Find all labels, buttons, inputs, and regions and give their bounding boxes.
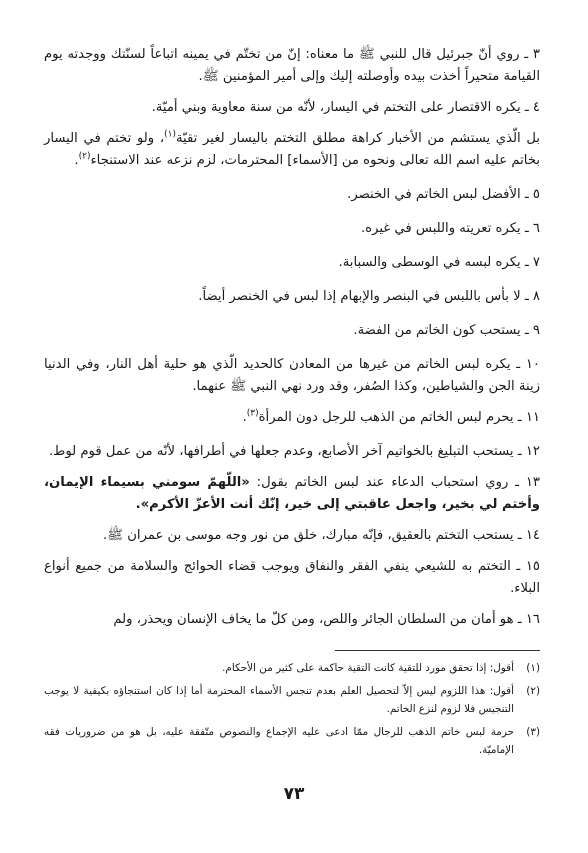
footnote-1 xyxy=(44,659,540,677)
page-number: ٧٣ xyxy=(283,784,305,804)
paragraph-3 xyxy=(44,44,540,88)
paragraph-5 xyxy=(44,184,540,206)
paragraph-13-text: ١٣ ـ روي استحباب الدعاء عند لبس الخاتم بقول: xyxy=(256,475,540,490)
paragraph-left-hand: بل الّذي يستشم من الأخبار كراهة مطلق التختم باليسار لغير تقيّة$^{(١)}$، ولو تختم في اليسار بخاتم عليه اسم الله تعالى ونحوه من [الأسماء] المحترمات، لزم نزعه عند الاستنجاء$^{(٢)}$. xyxy=(44,129,540,168)
paragraph-11-text: ١١ ـ يحرم لبس الخاتم من الذهب للرجل دون المرأة xyxy=(258,410,540,425)
footnote-marker-3: (٣) xyxy=(246,408,259,419)
paragraph-16 xyxy=(44,609,540,631)
paragraph-14-text: ١٤ ـ يستحب التختم بالعقيق، فإنّه مبارك، خلق من نور وجه موسى بن عمران ﷺ. xyxy=(102,528,540,543)
paragraph-12 xyxy=(44,441,540,463)
footnote-number: (١) xyxy=(526,662,540,674)
paragraph-3-text: ٣ ـ روي أنّ جبرئيل قال للنبي ﷺ ما معناه: إنّ من تختّم في يمينه اتباعاً لسنّتك ووجدته يوم القيامة متحيراً أخذت بيده وأوصلته إليك وإلى أمير المؤمنين ﷺ. xyxy=(44,47,540,84)
paragraph-11: ١١ ـ يحرم لبس الخاتم من الذهب للرجل دون المرأة$^{(٣)}$. xyxy=(242,408,540,425)
paragraph-16-text: ١٦ ـ هو أمان من السلطان الجائر واللص، ومن كلّ ما يخاف الإنسان ويحذر، ولم xyxy=(113,612,540,627)
footnote-marker-2: (٢) xyxy=(78,151,91,162)
paragraph-12-text: ١٢ ـ يستحب التبليغ بالخواتيم آخر الأصابع، وعدم جعلها في أطرافها، لأنّه من عمل قوم لوط. xyxy=(48,444,540,459)
paragraph-15 xyxy=(44,556,540,600)
paragraph-6-text: ٦ ـ يكره تعريته واللبس في غيره. xyxy=(360,221,540,236)
footnote-number: (٢) xyxy=(526,685,540,697)
footnote-2 xyxy=(44,682,540,718)
footnote-text: حرمة لبس خاتم الذهب للرجال ممّا ادعى عليه الإجماع والنصوص متّفقة عليه، بل هو من ضروريات فقه الإماميّة. xyxy=(44,726,514,756)
paragraph-10 xyxy=(44,354,540,398)
footnote-divider xyxy=(335,650,540,651)
footnote-text: أقول: إذا تحقق مورد للتقية كانت التقية حاكمة على كثير من الأحكام. xyxy=(222,662,514,674)
footnote-3 xyxy=(44,723,540,759)
prayer-text: «اللّهمّ سومني بسيماء الإيمان، وأختم لي بخير، واجعل عاقبتي إلى خير، إنّك أنت الأعزّ الأكرم». xyxy=(44,475,540,512)
paragraph-4 xyxy=(44,97,540,119)
paragraph-left-hand-continuation: ، ولو تختم في اليسار بخاتم عليه اسم الله تعالى ونحوه من [الأسماء] المحترمات، لزم نزعه عند الاستنجاء xyxy=(44,131,540,168)
paragraph-9-text: ٩ ـ يستحب كون الخاتم من الفضة. xyxy=(353,323,540,338)
paragraph-14 xyxy=(44,525,540,547)
paragraph-5-text: ٥ ـ الأفضل لبس الخاتم في الخنصر. xyxy=(347,187,540,202)
paragraph-9 xyxy=(44,320,540,342)
paragraph-13 xyxy=(44,472,540,516)
paragraph-8 xyxy=(44,286,540,308)
paragraph-8-text: ٨ ـ لا بأس باللبس في البنصر والإبهام إذا لبس في الخنصر أيضاً. xyxy=(198,289,540,304)
footnote-marker-1: (١) xyxy=(164,129,176,140)
paragraph-7 xyxy=(44,252,540,274)
main-text xyxy=(44,44,540,631)
paragraph-7-text: ٧ ـ يكره لبسه في الوسطى والسبابة. xyxy=(338,255,540,270)
paragraph-15-text: ١٥ ـ التختم به للشيعي ينفي الفقر والنفاق ويوجب قضاء الحوائج والسلامة من جميع أنواع البلاء. xyxy=(44,559,540,596)
paragraph-left-hand-text: بل الّذي يستشم من الأخبار كراهة مطلق التختم باليسار لغير تقيّة xyxy=(175,131,540,146)
footnote-number: (٣) xyxy=(526,726,540,738)
paragraph-10-text: ١٠ ـ يكره لبس الخاتم من غيرها من المعادن كالحديد الّذي هو حلية أهل النار، وفي الدنيا زينة الجن والشياطين، وكذا الصُفر، وقد ورد نهي النبي ﷺ عنهما. xyxy=(44,357,540,394)
paragraph-6 xyxy=(44,218,540,240)
footnotes xyxy=(44,659,540,764)
footnote-text: أقول: هذا اللزوم ليس إلاّ لتحصيل العلم بعدم تنجس الأسماء المحترمة أما إذا كان استنجاؤه بكيفية لا يوجب التنجيس فلا لزوم لنزع الخاتم. xyxy=(44,685,514,715)
paragraph-4-text: ٤ ـ يكره الاقتصار على التختم في اليسار، لأنّه من سنة معاوية وبني أميّة. xyxy=(151,100,540,115)
